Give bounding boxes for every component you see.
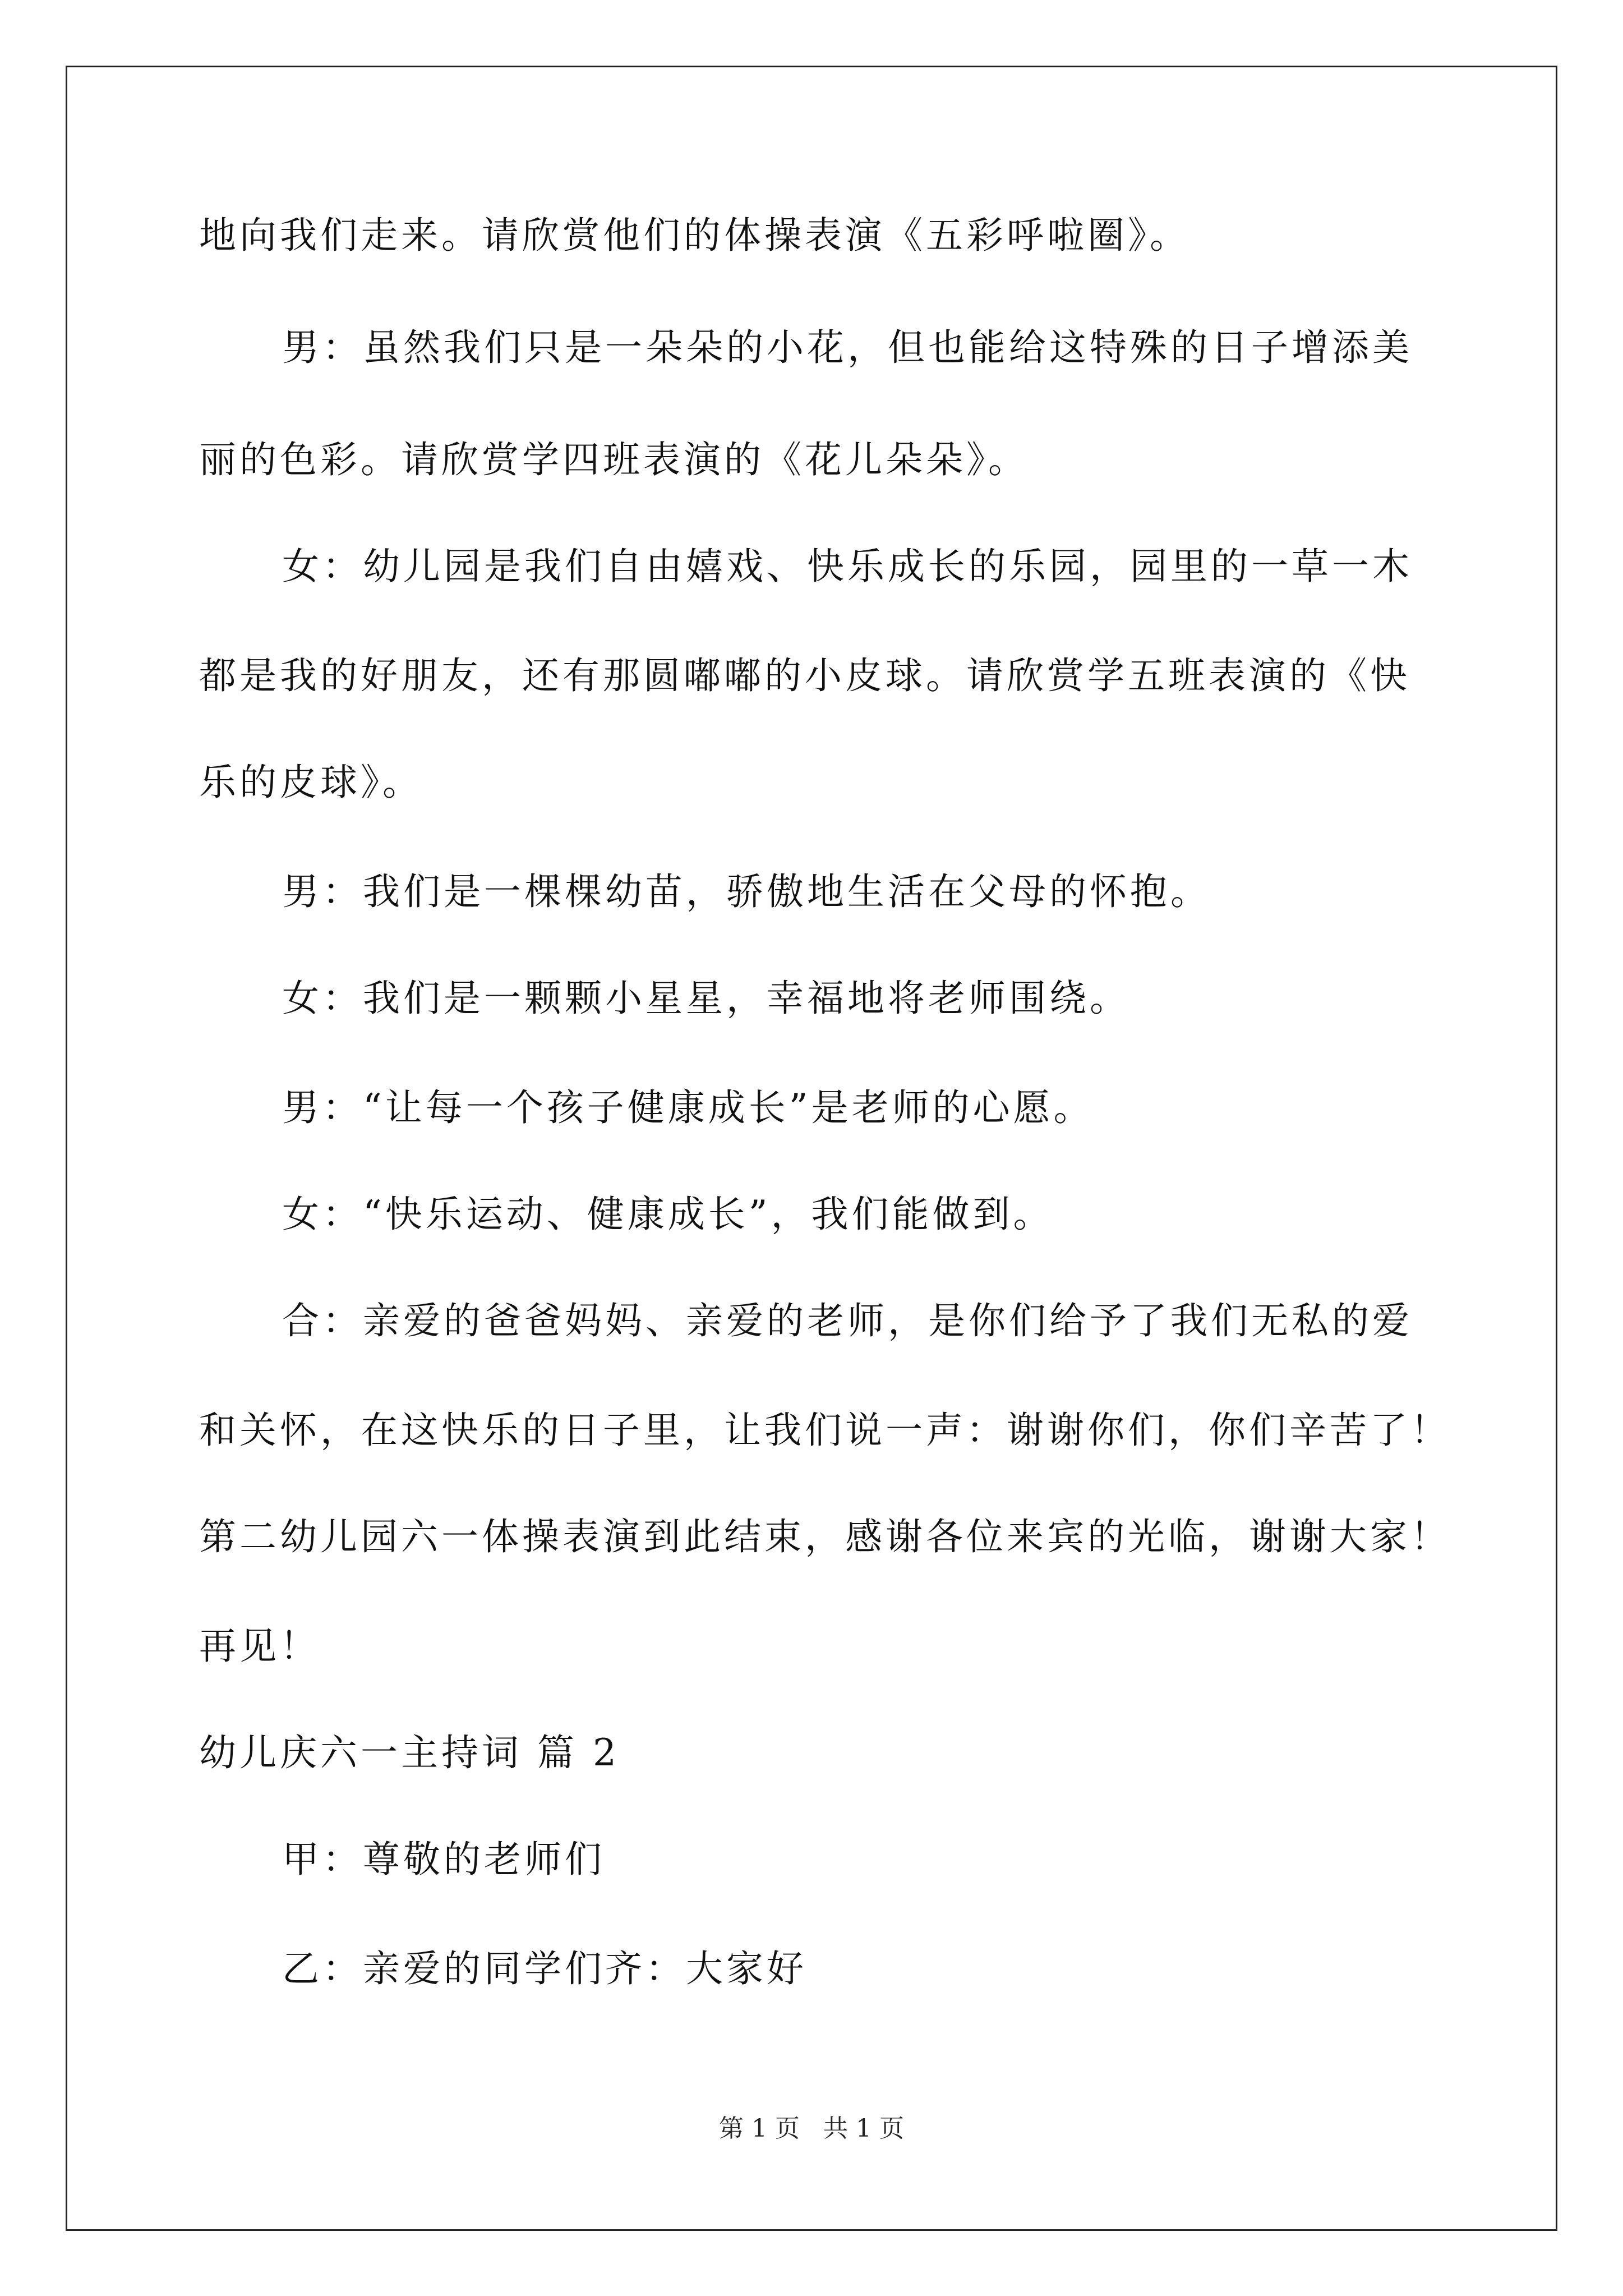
text-line: 乐的皮球》。 [199, 761, 423, 804]
text-line: 和关怀，在这快乐的日子里，让我们说一声：谢谢你们，你们辛苦了！ [199, 1409, 1451, 1452]
text-line: 都是我的好朋友，还有那圆嘟嘟的小皮球。请欣赏学五班表演的《快 [199, 654, 1410, 697]
text-line: 男：我们是一棵棵幼苗，骄傲地生活在父母的怀抱。 [282, 870, 1211, 913]
page-border [66, 66, 1557, 2231]
text-line: 乙：亲爱的同学们齐：大家好 [282, 1947, 807, 1990]
text-line: 女：“快乐运动、健康成长”，我们能做到。 [282, 1193, 1054, 1236]
text-line: 第二幼儿园六一体操表演到此结束，感谢各位来宾的光临，谢谢大家！ [199, 1515, 1451, 1558]
page-total: 共 1 页 [823, 2114, 904, 2143]
page-number: 第 1 页 [719, 2114, 800, 2143]
text-line: 合：亲爱的爸爸妈妈、亲爱的老师，是你们给予了我们无私的爱 [282, 1299, 1413, 1342]
text-line: 地向我们走来。请欣赏他们的体操表演《五彩呼啦圈》。 [199, 214, 1190, 257]
text-line: 男：虽然我们只是一朵朵的小花，但也能给这特殊的日子增添美 [282, 326, 1413, 369]
page-footer [0, 2112, 1623, 2146]
text-line: 女：我们是一颗颗小星星，幸福地将老师围绕。 [282, 977, 1130, 1020]
text-line: 丽的色彩。请欣赏学四班表演的《花儿朵朵》。 [199, 438, 1029, 481]
text-line: 甲：尊敬的老师们 [282, 1838, 605, 1881]
section-heading: 幼儿庆六一主持词 篇 2 [199, 1731, 620, 1774]
text-line: 女：幼儿园是我们自由嬉戏、快乐成长的乐园，园里的一草一木 [282, 545, 1413, 588]
text-line: 男：“让每一个孩子健康成长”是老师的心愿。 [282, 1086, 1094, 1129]
text-line: 再见！ [199, 1625, 320, 1668]
